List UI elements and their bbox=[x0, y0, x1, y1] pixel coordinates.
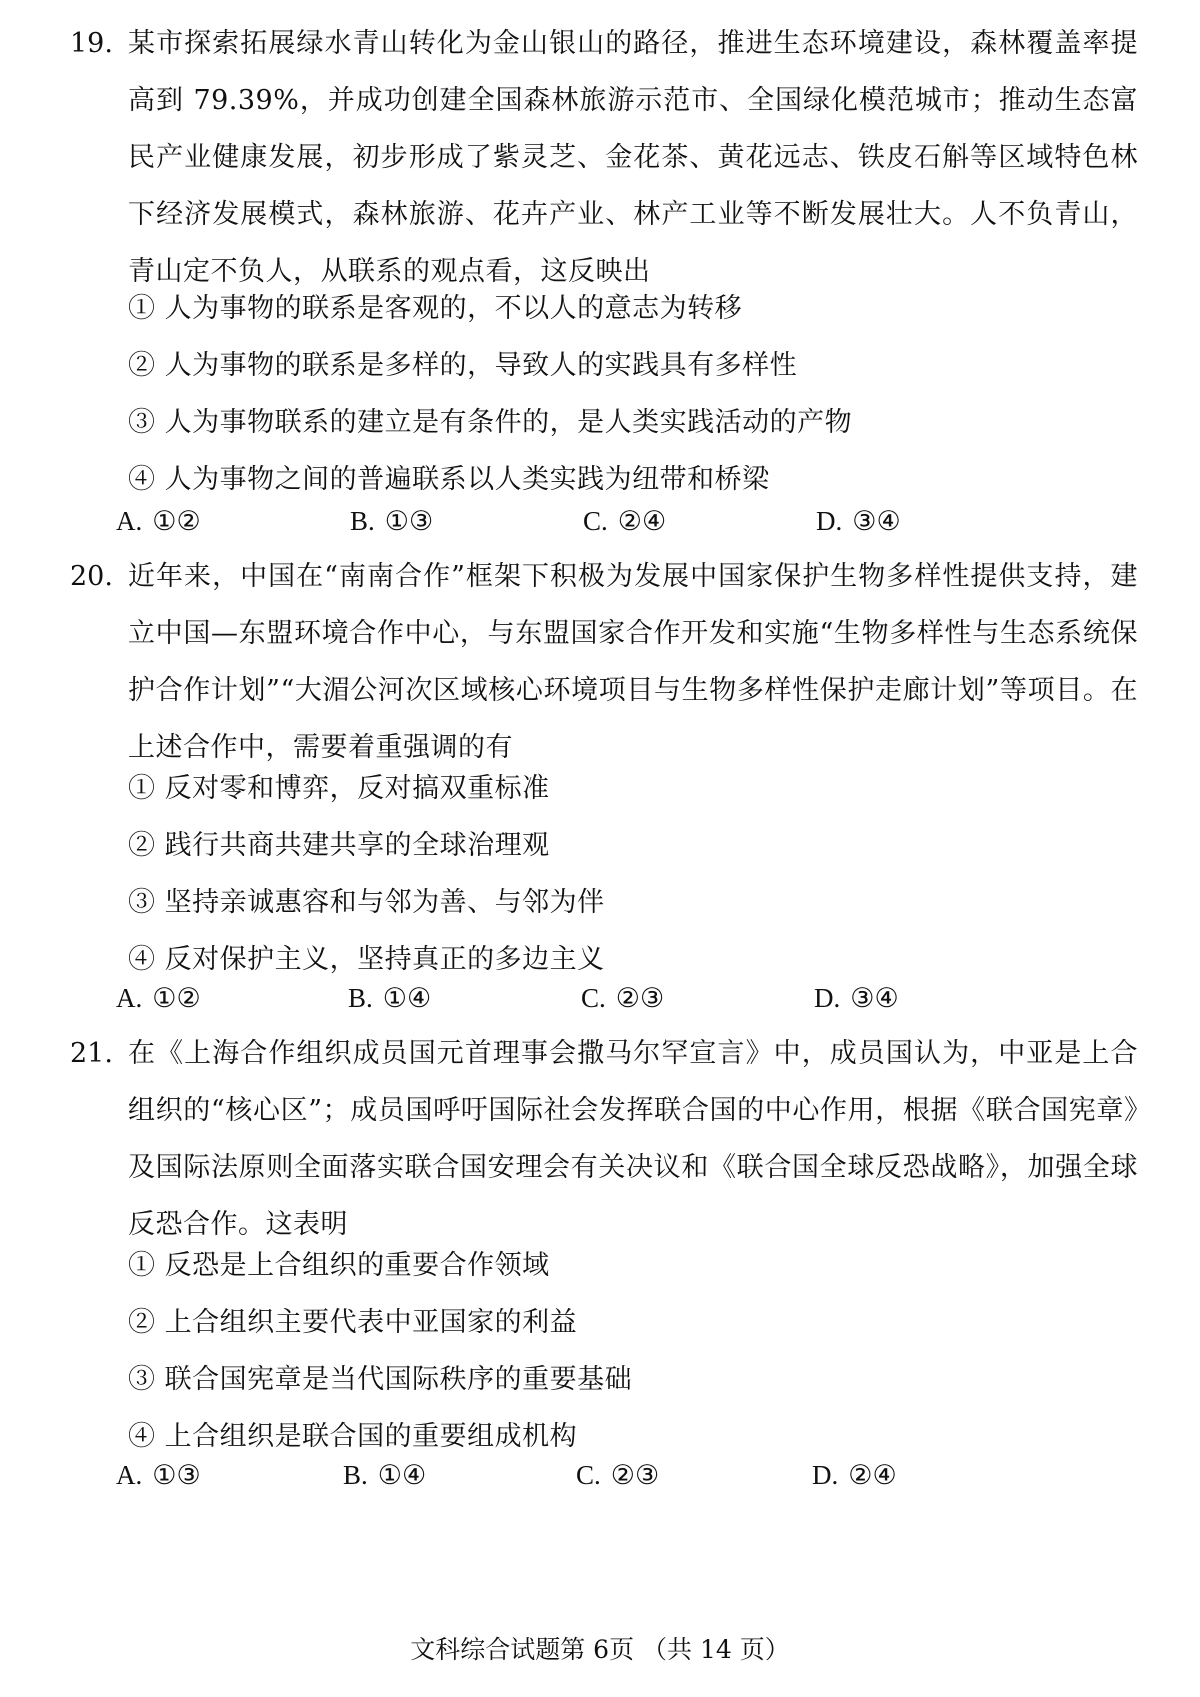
choice-c bbox=[576, 1447, 659, 1504]
choice-value: ①③ bbox=[152, 1460, 201, 1491]
choice-c bbox=[581, 970, 664, 1027]
option-item: ③ 联合国宪章是当代国际秩序的重要基础 bbox=[128, 1364, 633, 1395]
option-item: ② 践行共商共建共享的全球治理观 bbox=[128, 830, 550, 861]
question-number: 21. bbox=[70, 1038, 113, 1069]
choice-a bbox=[116, 970, 201, 1027]
choice-b bbox=[350, 493, 433, 550]
option-list bbox=[128, 760, 1128, 988]
choice-value: ①③ bbox=[384, 506, 434, 537]
choice-value: ③④ bbox=[850, 983, 899, 1014]
question-number: 19. bbox=[70, 28, 113, 59]
answer-choices bbox=[116, 1447, 1128, 1504]
page-footer: 文科综合试题第 6页 （共 14 页） bbox=[410, 1635, 790, 1664]
choice-value: ③④ bbox=[852, 506, 901, 537]
choice-c bbox=[583, 493, 666, 550]
choice-value: ②④ bbox=[617, 506, 667, 537]
choice-b bbox=[348, 970, 431, 1027]
choice-letter: A. bbox=[116, 1460, 143, 1490]
option-item: ④ 反对保护主义，坚持真正的多边主义 bbox=[128, 944, 605, 975]
choice-letter: B. bbox=[350, 506, 375, 536]
question-stem: 某市探索拓展绿水青山转化为金山银山的路径，推进生态环境建设，森林覆盖率提高到 79.39%，并成功创建全国森林旅游示范市、全国绿化模范城市；推动生态富民产业健康发展，初步形成了紫灵芝、金花茶、黄花远志、铁皮石斛等区域特色林下经济发展模式，森林旅游、花卉产业、林产工业等不断发展壮大。人不负青山，青山定不负人，从联系的观点看，这反映出 bbox=[128, 28, 1138, 287]
choice-value: ②③ bbox=[610, 1460, 660, 1491]
choice-d bbox=[816, 493, 901, 550]
choice-letter: A. bbox=[116, 506, 143, 536]
choice-value: ①④ bbox=[382, 983, 432, 1014]
choice-letter: C. bbox=[583, 506, 608, 536]
option-list bbox=[128, 280, 1128, 508]
choice-letter: D. bbox=[812, 1460, 839, 1490]
choice-letter: B. bbox=[348, 983, 373, 1013]
choice-a bbox=[116, 1447, 201, 1504]
option-item: ④ 人为事物之间的普遍联系以人类实践为纽带和桥梁 bbox=[128, 464, 770, 495]
option-item: ③ 坚持亲诚惠容和与邻为善、与邻为伴 bbox=[128, 887, 605, 918]
choice-d bbox=[812, 1447, 897, 1504]
choice-letter: B. bbox=[343, 1460, 368, 1490]
choice-d bbox=[814, 970, 899, 1027]
answer-choices bbox=[116, 493, 1128, 550]
option-item: ① 人为事物的联系是客观的，不以人的意志为转移 bbox=[128, 293, 743, 324]
choice-a bbox=[116, 493, 201, 550]
choice-letter: A. bbox=[116, 983, 143, 1013]
question-stem: 近年来，中国在“南南合作”框架下积极为发展中国家保护生物多样性提供支持，建立中国—东盟环境合作中心，与东盟国家合作开发和实施“生物多样性与生态系统保护合作计划”“大湄公河次区域核心环境项目与生物多样性保护走廊计划”等项目。在上述合作中，需要着重强调的有 bbox=[128, 561, 1138, 763]
option-item: ① 反恐是上合组织的重要合作领域 bbox=[128, 1250, 550, 1281]
choice-value: ①② bbox=[152, 983, 201, 1014]
option-item: ② 人为事物的联系是多样的，导致人的实践具有多样性 bbox=[128, 350, 798, 381]
choice-value: ①④ bbox=[377, 1460, 427, 1491]
option-item: ③ 人为事物联系的建立是有条件的，是人类实践活动的产物 bbox=[128, 407, 853, 438]
choice-value: ②④ bbox=[848, 1460, 897, 1491]
choice-b bbox=[343, 1447, 426, 1504]
question-stem: 在《上海合作组织成员国元首理事会撒马尔罕宣言》中，成员国认为，中亚是上合组织的“核心区”；成员国呼吁国际社会发挥联合国的中心作用，根据《联合国宪章》及国际法原则全面落实联合国安理会有关决议和《联合国全球反恐战略》，加强全球反恐合作。这表明 bbox=[128, 1038, 1138, 1240]
choice-value: ①② bbox=[152, 506, 201, 537]
choice-letter: C. bbox=[576, 1460, 601, 1490]
answer-choices bbox=[116, 970, 1128, 1027]
option-item: ② 上合组织主要代表中亚国家的利益 bbox=[128, 1307, 578, 1338]
question-number: 20. bbox=[70, 561, 113, 592]
choice-letter: C. bbox=[581, 983, 606, 1013]
option-item: ④ 上合组织是联合国的重要组成机构 bbox=[128, 1421, 578, 1452]
option-list bbox=[128, 1237, 1128, 1465]
option-item: ① 反对零和博弈，反对搞双重标准 bbox=[128, 773, 550, 804]
choice-letter: D. bbox=[816, 506, 843, 536]
choice-letter: D. bbox=[814, 983, 841, 1013]
choice-value: ②③ bbox=[615, 983, 665, 1014]
